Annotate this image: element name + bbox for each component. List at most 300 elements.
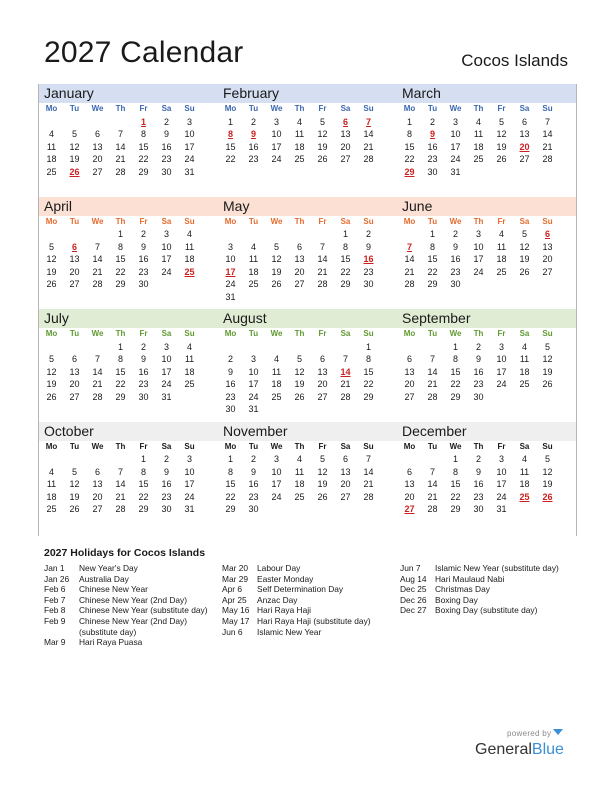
day-cell: 1	[429, 229, 435, 239]
day-cell: 3	[186, 454, 192, 464]
day-cell: 8	[406, 129, 412, 139]
holiday-date: Dec 27	[400, 605, 427, 616]
day-cell: 21	[427, 491, 438, 502]
holiday-day-cell: 14	[340, 366, 351, 377]
day-cell: 5	[71, 466, 77, 477]
holiday-item	[400, 574, 565, 585]
day-cell: 15	[427, 254, 438, 264]
day-cell: 27	[69, 391, 80, 402]
week-row	[218, 116, 397, 129]
day-cell: 24	[161, 379, 172, 389]
day-cell: 8	[365, 354, 371, 364]
week-row	[218, 491, 397, 504]
day-cell: 4	[521, 341, 527, 352]
day-cell: 21	[317, 266, 328, 277]
day-cell: 4	[273, 354, 279, 364]
month-name: October	[39, 422, 218, 441]
day-cell: 28	[427, 504, 438, 514]
day-cell: 11	[184, 241, 195, 252]
weekday-label: Sa	[519, 329, 530, 338]
weekday-label: Mo	[403, 104, 416, 113]
week-row	[397, 503, 576, 516]
day-cell: 11	[294, 129, 305, 139]
day-cell: 17	[271, 479, 282, 489]
week-row	[39, 153, 218, 166]
week-row	[218, 153, 397, 166]
holiday-item	[400, 595, 565, 606]
day-cell: 7	[117, 466, 123, 477]
holiday-name: Chinese New Year (2nd Day)	[79, 594, 188, 605]
day-cell: 29	[450, 391, 461, 402]
day-cell: 19	[69, 154, 80, 164]
holiday-name: Chinese New Year (2nd Day) (substitute day)	[79, 615, 188, 637]
day-cell: 11	[248, 254, 259, 264]
weekday-label: Fr	[139, 329, 148, 338]
day-cell: 27	[69, 279, 80, 289]
weekday-label: Su	[363, 441, 374, 451]
weekday-row	[397, 441, 576, 454]
weekday-label: We	[270, 329, 283, 338]
day-cell: 6	[521, 116, 527, 127]
day-cell: 14	[92, 366, 103, 377]
day-cell: 13	[92, 479, 103, 489]
month-august	[218, 309, 397, 422]
holiday-item	[222, 605, 392, 616]
day-cell: 12	[542, 466, 553, 477]
day-cell: 27	[92, 166, 103, 177]
day-cell: 30	[248, 504, 259, 514]
week-row	[39, 503, 218, 516]
weekday-label: Tu	[248, 441, 259, 451]
holiday-item	[44, 595, 214, 606]
day-cell: 3	[475, 229, 481, 239]
month-name: March	[397, 84, 576, 103]
holiday-item	[44, 637, 214, 648]
month-april	[39, 197, 218, 310]
day-cell: 2	[163, 116, 169, 127]
day-cell: 14	[317, 254, 328, 264]
day-cell: 20	[404, 491, 415, 502]
day-cell: 31	[248, 404, 259, 414]
day-cell: 16	[138, 254, 149, 264]
day-cell: 13	[542, 241, 553, 252]
day-cell: 15	[450, 366, 461, 377]
day-cell: 15	[225, 479, 236, 489]
day-cell: 1	[452, 454, 458, 464]
day-cell: 19	[317, 141, 328, 152]
day-cell: 26	[294, 391, 305, 402]
day-cell: 23	[248, 491, 259, 502]
day-cell: 16	[225, 379, 236, 389]
day-cell: 16	[450, 254, 461, 264]
day-cell: 6	[406, 354, 412, 364]
day-cell: 1	[406, 116, 412, 127]
day-cell: 15	[115, 366, 126, 377]
day-cell: 28	[542, 154, 553, 164]
day-cell: 12	[69, 141, 80, 152]
month-january	[39, 84, 218, 197]
holiday-name: Boxing Day (substitute day)	[435, 605, 538, 616]
day-cell: 30	[161, 504, 172, 514]
day-cell: 18	[46, 491, 57, 502]
weekday-label: Fr	[318, 216, 327, 226]
day-cell: 18	[271, 379, 282, 389]
month-name: June	[397, 197, 576, 216]
day-cell: 12	[294, 366, 305, 377]
day-cell: 19	[496, 141, 507, 152]
week-row	[218, 266, 397, 279]
day-cell: 30	[450, 279, 461, 289]
day-cell: 26	[271, 279, 282, 289]
month-may	[218, 197, 397, 310]
day-cell: 7	[429, 354, 435, 364]
day-cell: 31	[161, 391, 172, 402]
day-cell: 17	[473, 254, 484, 264]
holiday-item	[44, 574, 214, 585]
day-cell: 17	[450, 141, 461, 152]
holiday-item	[222, 574, 392, 585]
day-cell: 18	[519, 366, 530, 377]
holiday-item	[222, 616, 392, 627]
weekday-label: Th	[115, 104, 126, 113]
day-cell: 8	[117, 241, 123, 252]
day-cell: 25	[271, 391, 282, 402]
day-cell: 28	[115, 504, 126, 514]
day-cell: 19	[294, 379, 305, 389]
day-cell: 25	[294, 154, 305, 164]
day-cell: 27	[340, 154, 351, 164]
weekday-label: Tu	[69, 329, 80, 338]
week-row	[39, 353, 218, 366]
day-cell: 21	[115, 491, 126, 502]
week-row	[39, 466, 218, 479]
holiday-name: Labour Day	[257, 563, 301, 573]
weekday-label: Sa	[340, 329, 351, 338]
day-cell: 10	[496, 466, 507, 477]
day-cell: 14	[427, 479, 438, 489]
day-cell: 24	[161, 266, 172, 277]
weekday-label: Fr	[497, 216, 506, 226]
day-cell: 12	[519, 241, 530, 252]
day-cell: 21	[340, 379, 351, 389]
day-cell: 23	[427, 154, 438, 164]
day-cell: 22	[404, 154, 415, 164]
week-row	[218, 391, 397, 404]
weekday-label: Th	[294, 329, 305, 338]
day-cell: 20	[542, 254, 553, 264]
weekday-label: Fr	[497, 441, 506, 451]
holiday-day-cell: 27	[404, 504, 415, 514]
weekday-label: Tu	[427, 441, 438, 451]
holiday-item	[44, 616, 214, 637]
holidays-title: 2027 Holidays for Cocos Islands	[44, 547, 206, 559]
holiday-column-2	[222, 563, 392, 637]
day-cell: 26	[542, 379, 553, 389]
week-row	[218, 253, 397, 266]
day-cell: 22	[225, 491, 236, 502]
day-cell: 11	[184, 354, 195, 364]
holiday-date: May 16	[222, 605, 250, 616]
weekday-label: Su	[542, 216, 553, 226]
holiday-name: Australia Day	[79, 573, 129, 584]
day-cell: 22	[115, 266, 126, 277]
holiday-column-3	[400, 563, 565, 616]
day-cell: 19	[519, 254, 530, 264]
brand-general: General	[475, 741, 532, 758]
day-cell: 15	[115, 254, 126, 264]
day-cell: 27	[542, 266, 553, 277]
day-cell: 20	[92, 491, 103, 502]
week-row	[39, 228, 218, 241]
day-cell: 5	[273, 241, 279, 252]
day-cell: 21	[363, 141, 374, 152]
day-cell: 9	[365, 241, 371, 252]
day-cell: 1	[342, 229, 348, 239]
weekday-label: Tu	[69, 216, 80, 226]
day-cell: 4	[521, 454, 527, 464]
weekday-label: Sa	[519, 104, 530, 113]
powered-by-text: powered by	[507, 729, 552, 738]
day-cell: 10	[473, 241, 484, 252]
day-cell: 16	[473, 479, 484, 489]
day-cell: 14	[542, 129, 553, 139]
holiday-day-cell: 9	[250, 129, 256, 139]
day-cell: 14	[404, 254, 415, 264]
day-cell: 7	[319, 241, 325, 252]
week-row	[218, 378, 397, 391]
day-cell: 13	[340, 129, 351, 139]
day-cell: 22	[225, 154, 236, 164]
weekday-label: Sa	[340, 216, 351, 226]
day-cell: 2	[475, 341, 481, 352]
day-cell: 28	[363, 491, 374, 502]
holiday-day-cell: 6	[544, 229, 550, 239]
holiday-date: Dec 26	[400, 594, 427, 605]
day-cell: 4	[186, 341, 192, 352]
week-row	[397, 341, 576, 354]
day-cell: 10	[184, 129, 195, 139]
day-cell: 26	[519, 266, 530, 277]
week-row	[397, 266, 576, 279]
day-cell: 23	[450, 266, 461, 277]
weekday-label: Su	[542, 329, 553, 338]
holiday-day-cell: 8	[227, 129, 233, 139]
day-cell: 7	[94, 354, 100, 364]
weekday-row	[218, 216, 397, 229]
day-cell: 24	[271, 491, 282, 502]
day-cell: 23	[161, 491, 172, 502]
day-cell: 12	[69, 479, 80, 489]
day-cell: 6	[94, 466, 100, 477]
day-cell: 10	[225, 254, 236, 264]
weekday-label: Mo	[45, 216, 58, 226]
day-cell: 12	[542, 354, 553, 364]
day-cell: 2	[163, 454, 169, 464]
day-cell: 18	[184, 254, 195, 264]
day-cell: 4	[250, 241, 256, 252]
weekday-row	[218, 441, 397, 454]
week-row	[39, 453, 218, 466]
day-cell: 8	[342, 241, 348, 252]
day-cell: 25	[248, 279, 259, 289]
day-cell: 5	[498, 116, 504, 127]
day-cell: 5	[319, 454, 325, 464]
day-cell: 12	[271, 254, 282, 264]
day-cell: 29	[138, 166, 149, 177]
day-cell: 19	[46, 379, 57, 389]
weekday-label: Mo	[403, 216, 416, 226]
week-row	[218, 453, 397, 466]
week-row	[397, 228, 576, 241]
day-cell: 22	[115, 379, 126, 389]
month-july	[39, 309, 218, 422]
weekday-label: Sa	[161, 216, 172, 226]
day-cell: 27	[340, 491, 351, 502]
month-name: April	[39, 197, 218, 216]
brand-blue: Blue	[531, 741, 564, 758]
week-row	[397, 116, 576, 129]
day-cell: 19	[542, 366, 553, 377]
week-row	[397, 453, 576, 466]
holiday-date: Jun 7	[400, 563, 421, 573]
day-cell: 24	[450, 154, 461, 164]
holiday-item	[44, 605, 214, 616]
weekday-row	[397, 328, 576, 341]
month-name: August	[218, 309, 397, 328]
day-cell: 10	[161, 354, 172, 364]
weekday-row	[39, 441, 218, 454]
holiday-item	[222, 627, 392, 638]
day-cell: 2	[140, 229, 146, 239]
month-june	[397, 197, 576, 310]
holiday-item	[44, 563, 214, 574]
week-row	[397, 253, 576, 266]
week-row	[218, 228, 397, 241]
day-cell: 30	[138, 279, 149, 289]
day-cell: 20	[404, 379, 415, 389]
weekday-label: Fr	[139, 216, 148, 226]
month-december	[397, 422, 576, 535]
day-cell: 7	[94, 241, 100, 252]
day-cell: 17	[271, 141, 282, 152]
day-cell: 30	[138, 391, 149, 402]
weekday-label: Mo	[403, 329, 416, 338]
holiday-day-cell: 26	[69, 166, 80, 177]
weekday-label: We	[91, 329, 104, 338]
day-cell: 3	[273, 454, 279, 464]
day-cell: 22	[450, 491, 461, 502]
day-cell: 27	[294, 279, 305, 289]
day-cell: 6	[342, 454, 348, 464]
day-cell: 8	[429, 241, 435, 252]
day-cell: 26	[317, 154, 328, 164]
holiday-item	[222, 563, 392, 574]
weekday-label: Mo	[45, 441, 58, 451]
weekday-label: Su	[542, 441, 553, 451]
day-cell: 20	[294, 266, 305, 277]
day-cell: 16	[248, 141, 259, 152]
day-cell: 24	[496, 379, 507, 389]
day-cell: 15	[138, 141, 149, 152]
day-cell: 22	[138, 491, 149, 502]
day-cell: 12	[46, 366, 57, 377]
day-cell: 16	[427, 141, 438, 152]
week-row	[218, 291, 397, 304]
weekday-label: Tu	[427, 104, 438, 113]
day-cell: 28	[363, 154, 374, 164]
week-row	[397, 153, 576, 166]
day-cell: 15	[138, 479, 149, 489]
weekday-label: We	[91, 104, 104, 113]
day-cell: 18	[496, 254, 507, 264]
day-cell: 12	[317, 466, 328, 477]
week-row	[39, 341, 218, 354]
day-cell: 23	[138, 266, 149, 277]
week-row	[39, 491, 218, 504]
holiday-date: Dec 25	[400, 584, 427, 595]
day-cell: 31	[225, 291, 236, 302]
weekday-label: Su	[184, 441, 195, 451]
brand-logo[interactable]	[475, 741, 564, 759]
weekday-row	[218, 103, 397, 116]
month-name: May	[218, 197, 397, 216]
weekday-label: Mo	[224, 104, 237, 113]
day-cell: 24	[225, 279, 236, 289]
day-cell: 14	[115, 141, 126, 152]
day-cell: 29	[340, 279, 351, 289]
weekday-label: Th	[294, 441, 305, 451]
week-row	[39, 266, 218, 279]
day-cell: 23	[473, 491, 484, 502]
day-cell: 28	[427, 391, 438, 402]
day-cell: 26	[46, 279, 57, 289]
day-cell: 22	[427, 266, 438, 277]
day-cell: 16	[161, 479, 172, 489]
weekday-label: Su	[184, 216, 195, 226]
week-row	[39, 241, 218, 254]
weekday-label: Su	[184, 104, 195, 113]
day-cell: 20	[340, 141, 351, 152]
day-cell: 13	[340, 466, 351, 477]
weekday-label: Tu	[427, 329, 438, 338]
day-cell: 15	[450, 479, 461, 489]
month-name: February	[218, 84, 397, 103]
holiday-name: Hari Raya Puasa	[79, 637, 143, 648]
day-cell: 13	[69, 366, 80, 377]
week-row	[397, 353, 576, 366]
day-cell: 30	[161, 166, 172, 177]
weekday-row	[397, 103, 576, 116]
weekday-label: We	[91, 216, 104, 226]
week-row	[397, 278, 576, 291]
week-row	[218, 341, 397, 354]
day-cell: 11	[496, 241, 507, 252]
holiday-day-cell: 9	[429, 129, 435, 139]
day-cell: 3	[163, 229, 169, 239]
holiday-name: Islamic New Year (substitute day)	[435, 563, 559, 573]
day-cell: 25	[294, 491, 305, 502]
day-cell: 26	[496, 154, 507, 164]
weekday-label: Th	[115, 216, 126, 226]
day-cell: 5	[544, 341, 550, 352]
month-name: September	[397, 309, 576, 328]
holiday-day-cell: 6	[342, 116, 348, 127]
day-cell: 17	[496, 479, 507, 489]
day-cell: 15	[404, 141, 415, 152]
day-cell: 26	[317, 491, 328, 502]
day-cell: 24	[184, 491, 195, 502]
day-cell: 9	[227, 366, 233, 377]
